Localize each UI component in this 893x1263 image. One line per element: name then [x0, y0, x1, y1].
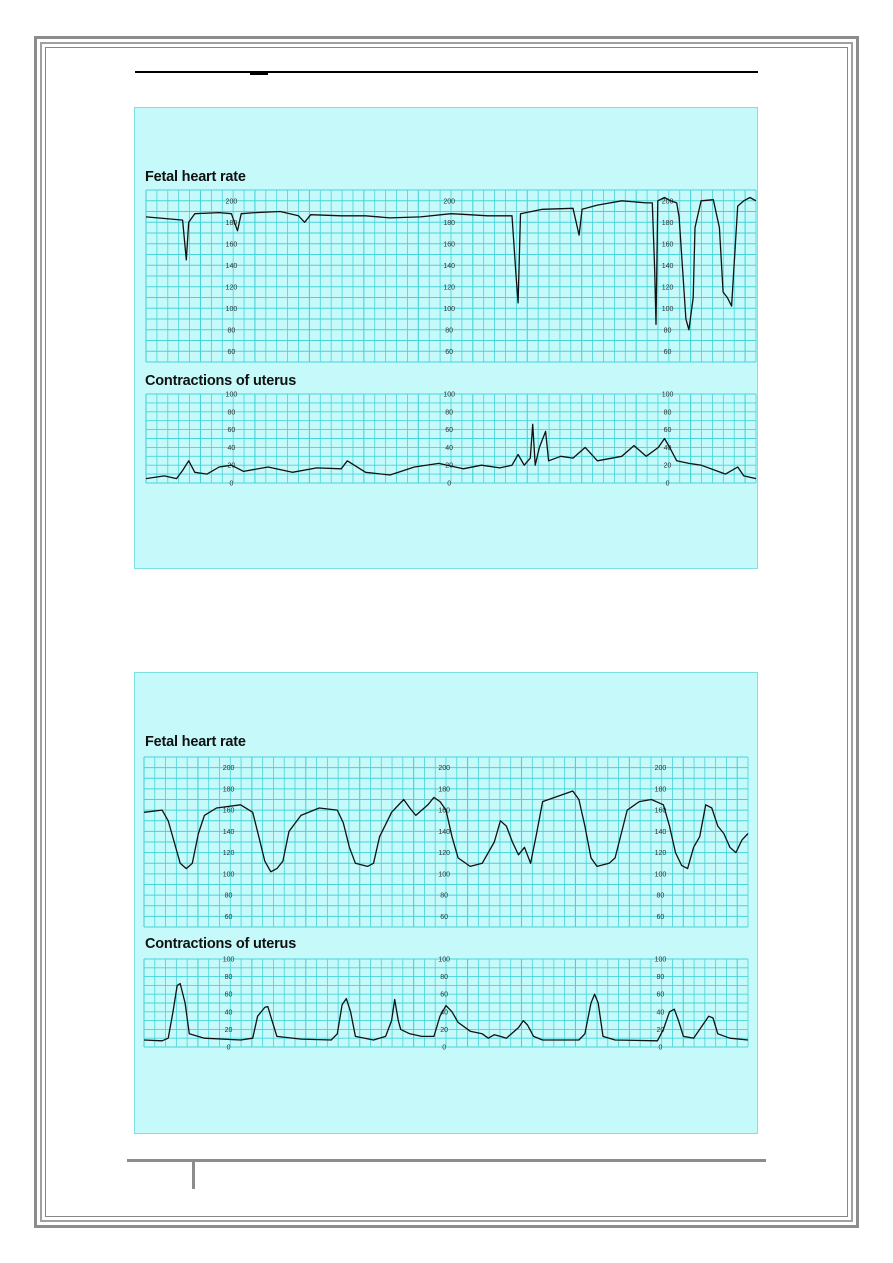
tick-label: 80	[227, 327, 236, 335]
tick-label: 80	[440, 974, 449, 982]
tick-label: 180	[225, 219, 238, 227]
tick-label: 160	[225, 241, 238, 249]
tick-label: 60	[663, 427, 672, 435]
tick-label: 40	[224, 1009, 233, 1017]
tick-label: 20	[656, 1026, 665, 1034]
tick-label: 100	[654, 871, 667, 879]
tick-label: 180	[654, 786, 667, 794]
tick-label: 100	[222, 956, 235, 964]
tick-label: 20	[445, 462, 454, 470]
chart-3	[144, 957, 748, 1052]
tick-label: 140	[654, 828, 667, 836]
tick-label: 60	[227, 348, 236, 356]
tick-label: 80	[656, 974, 665, 982]
ctg-chart-top	[135, 108, 759, 570]
tick-label: 80	[445, 327, 454, 335]
chart-0	[146, 190, 756, 362]
tick-label: 200	[438, 765, 451, 773]
tick-label: 80	[227, 409, 236, 417]
tick-label: 0	[229, 480, 234, 488]
tick-label: 0	[447, 480, 452, 488]
ctg-panel-top	[134, 107, 758, 569]
tick-label: 180	[661, 219, 674, 227]
tick-label: 40	[445, 444, 454, 452]
tick-label: 60	[663, 348, 672, 356]
tick-label: 60	[656, 913, 665, 921]
tick-label: 40	[663, 444, 672, 452]
tick-label: 180	[222, 786, 235, 794]
tick-label: 20	[440, 1026, 449, 1034]
tick-label: 60	[224, 991, 233, 999]
tick-label: 120	[222, 850, 235, 858]
ctg-panel-bottom	[134, 672, 758, 1134]
footer-rule	[127, 1159, 766, 1162]
tick-label: 140	[661, 262, 674, 270]
tick-label: 60	[227, 427, 236, 435]
tick-label: 100	[443, 391, 456, 399]
tick-label: 160	[661, 241, 674, 249]
tick-label: 120	[443, 284, 456, 292]
tick-label: 80	[656, 892, 665, 900]
tick-label: 100	[225, 305, 238, 313]
tick-label: 200	[443, 198, 456, 206]
tick-label: 100	[443, 305, 456, 313]
tick-label: 100	[225, 391, 238, 399]
uc-title-top: Contractions of uterus	[145, 373, 297, 389]
tick-label: 20	[663, 462, 672, 470]
tick-label: 60	[440, 913, 449, 921]
fhr-title-top: Fetal heart rate	[145, 169, 246, 185]
tick-label: 40	[656, 1009, 665, 1017]
tick-label: 100	[438, 871, 451, 879]
tick-label: 80	[445, 409, 454, 417]
tick-label: 100	[438, 956, 451, 964]
tick-label: 20	[224, 1026, 233, 1034]
tick-label: 120	[225, 284, 238, 292]
tick-label: 60	[224, 913, 233, 921]
tick-label: 200	[225, 198, 238, 206]
tick-label: 0	[226, 1044, 231, 1052]
tick-label: 120	[654, 850, 667, 858]
tick-label: 80	[663, 409, 672, 417]
tick-label: 80	[224, 974, 233, 982]
header-rule	[135, 71, 758, 73]
footer-rule-tick	[192, 1162, 195, 1189]
ctg-chart-bottom	[135, 673, 759, 1135]
chart-1	[146, 392, 756, 488]
tick-label: 40	[227, 444, 236, 452]
tick-label: 100	[654, 956, 667, 964]
tick-label: 120	[661, 284, 674, 292]
tick-label: 0	[658, 1044, 663, 1052]
tick-label: 100	[222, 871, 235, 879]
tick-label: 60	[656, 991, 665, 999]
tick-label: 160	[654, 807, 667, 815]
tick-label: 200	[654, 765, 667, 773]
tick-label: 120	[438, 850, 451, 858]
tick-label: 140	[443, 262, 456, 270]
tick-label: 100	[661, 305, 674, 313]
tick-label: 60	[445, 348, 454, 356]
fhr-title-bottom: Fetal heart rate	[145, 734, 246, 750]
tick-label: 80	[224, 892, 233, 900]
tick-label: 180	[443, 219, 456, 227]
tick-label: 140	[225, 262, 238, 270]
tick-label: 60	[445, 427, 454, 435]
tick-label: 80	[663, 327, 672, 335]
tick-label: 200	[661, 198, 674, 206]
tick-label: 140	[438, 828, 451, 836]
header-rule-tick	[250, 73, 268, 75]
tick-label: 100	[661, 391, 674, 399]
tick-label: 180	[438, 786, 451, 794]
tick-label: 140	[222, 828, 235, 836]
uc-title-bottom: Contractions of uterus	[145, 936, 297, 952]
tick-label: 80	[440, 892, 449, 900]
tick-label: 160	[222, 807, 235, 815]
chart-2	[144, 757, 748, 927]
tick-label: 60	[440, 991, 449, 999]
tick-label: 160	[443, 241, 456, 249]
tick-label: 200	[222, 765, 235, 773]
tick-label: 0	[442, 1044, 447, 1052]
tick-label: 0	[665, 480, 670, 488]
tick-label: 160	[438, 807, 451, 815]
tick-label: 20	[227, 462, 236, 470]
tick-label: 40	[440, 1009, 449, 1017]
